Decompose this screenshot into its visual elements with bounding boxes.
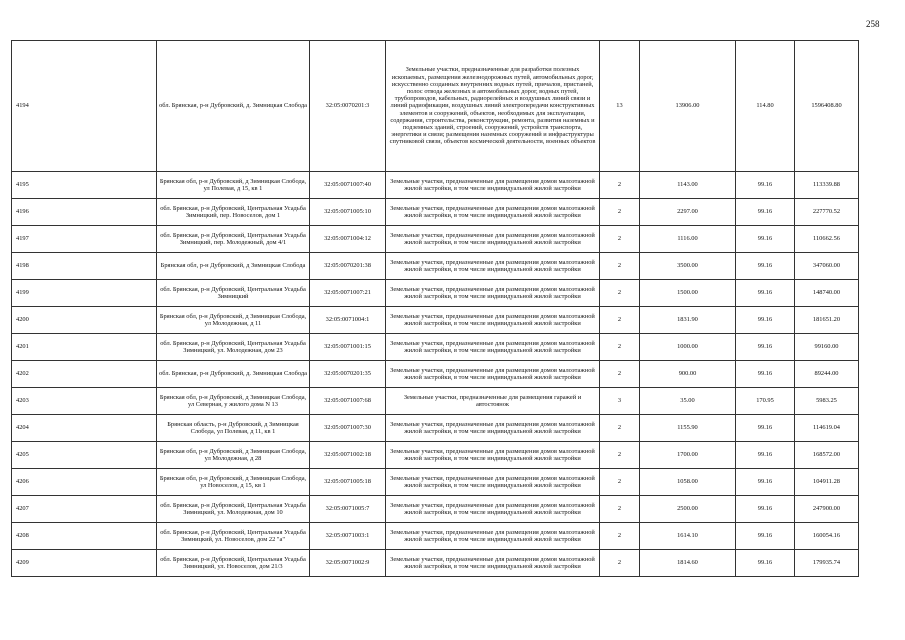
cadastral-value-cell: 347060.00	[795, 253, 859, 280]
record-number-cell: 4194	[12, 41, 157, 172]
land-use-cell: Земельные участки, предназначенные для размещения домов малоэтажной жилой застройки, в том числе индивидуальной жилой застройки	[386, 280, 600, 307]
address-cell: обл. Брянская, р-н Дубровский, Центральная Усадьба Зимницкий, пер. Молодежный, дом 4/1	[157, 226, 310, 253]
address-cell: обл. Брянская, р-н Дубровский, Центральная Усадьба Зимницкий	[157, 280, 310, 307]
table-row	[12, 415, 859, 442]
land-use-cell: Земельные участки, предназначенные для размещения домов малоэтажной жилой застройки, в том числе индивидуальной жилой застройки	[386, 226, 600, 253]
area-cell: 1814.60	[640, 550, 736, 577]
specific-value-cell: 99.16	[736, 550, 795, 577]
address-cell: обл. Брянская, р-н Дубровский, Центральная Усадьба Зимницкий, ул. Новоселов, дом 22 "а"	[157, 523, 310, 550]
table-row	[12, 253, 859, 280]
area-cell: 35.00	[640, 388, 736, 415]
cadastral-number-cell: 32:05:0071004:12	[310, 226, 386, 253]
record-number-cell: 4196	[12, 199, 157, 226]
record-number-cell: 4200	[12, 307, 157, 334]
record-number-cell: 4203	[12, 388, 157, 415]
cadastral-number-cell: 32:05:0070201:38	[310, 253, 386, 280]
specific-value-cell: 99.16	[736, 226, 795, 253]
cadastral-number-cell: 32:05:0071007:21	[310, 280, 386, 307]
record-number-cell: 4208	[12, 523, 157, 550]
specific-value-cell: 99.16	[736, 334, 795, 361]
cadastral-number-cell: 32:05:0071005:10	[310, 199, 386, 226]
land-use-cell: Земельные участки, предназначенные для размещения домов малоэтажной жилой застройки, в том числе индивидуальной жилой застройки	[386, 442, 600, 469]
record-number-cell: 4207	[12, 496, 157, 523]
specific-value-cell: 99.16	[736, 172, 795, 199]
address-cell: обл. Брянская, р-н Дубровский, Центральная Усадьба Зимницкий, ул. Молодежная, дом 10	[157, 496, 310, 523]
use-group-cell: 2	[600, 334, 640, 361]
record-number-cell: 4195	[12, 172, 157, 199]
specific-value-cell: 99.16	[736, 523, 795, 550]
address-cell: обл. Брянская, р-н Дубровский, д. Зимницкая Слобода	[157, 41, 310, 172]
area-cell: 1058.00	[640, 469, 736, 496]
land-use-cell: Земельные участки, предназначенные для размещения домов малоэтажной жилой застройки, в том числе индивидуальной жилой застройки	[386, 334, 600, 361]
area-cell: 3500.00	[640, 253, 736, 280]
area-cell: 2297.00	[640, 199, 736, 226]
specific-value-cell: 99.16	[736, 496, 795, 523]
use-group-cell: 2	[600, 226, 640, 253]
land-use-cell: Земельные участки, предназначенные для размещения домов малоэтажной жилой застройки, в том числе индивидуальной жилой застройки	[386, 415, 600, 442]
use-group-cell: 2	[600, 442, 640, 469]
land-use-cell: Земельные участки, предназначенные для размещения домов малоэтажной жилой застройки, в том числе индивидуальной жилой застройки	[386, 172, 600, 199]
record-number-cell: 4206	[12, 469, 157, 496]
use-group-cell: 2	[600, 550, 640, 577]
record-number-cell: 4202	[12, 361, 157, 388]
specific-value-cell: 99.16	[736, 199, 795, 226]
cadastral-number-cell: 32:05:0071007:40	[310, 172, 386, 199]
cadastral-number-cell: 32:05:0071007:68	[310, 388, 386, 415]
use-group-cell: 2	[600, 253, 640, 280]
specific-value-cell: 99.16	[736, 307, 795, 334]
specific-value-cell: 170.95	[736, 388, 795, 415]
area-cell: 1500.00	[640, 280, 736, 307]
address-cell: Брянская обл, р-н Дубровский, д Зимницкая Слобода, ул Полевая, д 15, кв 1	[157, 172, 310, 199]
use-group-cell: 2	[600, 199, 640, 226]
land-use-cell: Земельные участки, предназначенные для размещения домов малоэтажной жилой застройки, в том числе индивидуальной жилой застройки	[386, 307, 600, 334]
cadastral-number-cell: 32:05:0071002:18	[310, 442, 386, 469]
cadastral-number-cell: 32:05:0070201:35	[310, 361, 386, 388]
table-row	[12, 469, 859, 496]
cadastral-value-cell: 160054.16	[795, 523, 859, 550]
table-row	[12, 523, 859, 550]
cadastral-number-cell: 32:05:0071004:1	[310, 307, 386, 334]
cadastral-value-cell: 168572.00	[795, 442, 859, 469]
record-number-cell: 4197	[12, 226, 157, 253]
table-row	[12, 280, 859, 307]
cadastral-number-cell: 32:05:0071005:7	[310, 496, 386, 523]
cadastral-number-cell: 32:05:0071005:18	[310, 469, 386, 496]
land-use-cell: Земельные участки, предназначенные для размещения гаражей и автостоянок	[386, 388, 600, 415]
use-group-cell: 2	[600, 280, 640, 307]
record-number-cell: 4205	[12, 442, 157, 469]
area-cell: 2500.00	[640, 496, 736, 523]
specific-value-cell: 99.16	[736, 361, 795, 388]
cadastral-value-cell: 114619.04	[795, 415, 859, 442]
area-cell: 1831.90	[640, 307, 736, 334]
specific-value-cell: 99.16	[736, 415, 795, 442]
table-body	[12, 41, 859, 577]
use-group-cell: 2	[600, 496, 640, 523]
address-cell: обл. Брянская, р-н Дубровский, д. Зимницкая Слобода	[157, 361, 310, 388]
use-group-cell: 2	[600, 361, 640, 388]
cadastral-value-cell: 1596408.80	[795, 41, 859, 172]
land-use-cell: Земельные участки, предназначенные для размещения домов малоэтажной жилой застройки, в том числе индивидуальной жилой застройки	[386, 523, 600, 550]
use-group-cell: 2	[600, 469, 640, 496]
address-cell: Брянская обл, р-н Дубровский, д Зимницкая Слобода, ул Новоселов, д 15, кв 1	[157, 469, 310, 496]
cadastral-value-cell: 110662.56	[795, 226, 859, 253]
record-number-cell: 4198	[12, 253, 157, 280]
area-cell: 13906.00	[640, 41, 736, 172]
cadastral-number-cell: 32:05:0071002:9	[310, 550, 386, 577]
cadastral-value-cell: 5983.25	[795, 388, 859, 415]
table-row	[12, 361, 859, 388]
land-use-cell: Земельные участки, предназначенные для размещения домов малоэтажной жилой застройки, в том числе индивидуальной жилой застройки	[386, 253, 600, 280]
table-row	[12, 388, 859, 415]
cadastral-value-cell: 89244.00	[795, 361, 859, 388]
area-cell: 1000.00	[640, 334, 736, 361]
area-cell: 1143.00	[640, 172, 736, 199]
cadastral-number-cell: 32:05:0071007:30	[310, 415, 386, 442]
table-row	[12, 172, 859, 199]
address-cell: Брянская обл, р-н Дубровский, д Зимницкая Слобода, ул Молодежная, д 11	[157, 307, 310, 334]
cadastral-number-cell: 32:05:0070201:3	[310, 41, 386, 172]
table-row	[12, 550, 859, 577]
address-cell: обл. Брянская, р-н Дубровский, Центральная Усадьба Зимницкий, пер. Новоселов, дом 1	[157, 199, 310, 226]
table-row	[12, 41, 859, 172]
address-cell: обл. Брянская, р-н Дубровский, Центральная Усадьба Зимницкий, ул. Новоселов, дом 21/3	[157, 550, 310, 577]
land-use-cell: Земельные участки, предназначенные для размещения домов малоэтажной жилой застройки, в том числе индивидуальной жилой застройки	[386, 469, 600, 496]
record-number-cell: 4199	[12, 280, 157, 307]
specific-value-cell: 99.16	[736, 469, 795, 496]
use-group-cell: 13	[600, 41, 640, 172]
cadastral-value-cell: 99160.00	[795, 334, 859, 361]
area-cell: 900.00	[640, 361, 736, 388]
specific-value-cell: 99.16	[736, 253, 795, 280]
area-cell: 1614.10	[640, 523, 736, 550]
use-group-cell: 2	[600, 523, 640, 550]
cadastral-value-cell: 113339.88	[795, 172, 859, 199]
cadastral-value-cell: 148740.00	[795, 280, 859, 307]
address-cell: Брянская область, р-н Дубровский, д Зимницкая Слобода, ул Полевая, д 11, кв 1	[157, 415, 310, 442]
cadastral-value-cell: 181651.20	[795, 307, 859, 334]
area-cell: 1155.90	[640, 415, 736, 442]
area-cell: 1700.00	[640, 442, 736, 469]
use-group-cell: 3	[600, 388, 640, 415]
cadastral-value-cell: 104911.28	[795, 469, 859, 496]
cadastral-value-cell: 227770.52	[795, 199, 859, 226]
cadastral-number-cell: 32:05:0071001:15	[310, 334, 386, 361]
table-row	[12, 442, 859, 469]
use-group-cell: 2	[600, 415, 640, 442]
address-cell: Брянская обл, р-н Дубровский, д Зимницкая Слобода, ул Северная, у жилого дома N 13	[157, 388, 310, 415]
land-use-cell: Земельные участки, предназначенные для размещения домов малоэтажной жилой застройки, в том числе индивидуальной жилой застройки	[386, 550, 600, 577]
cadastral-value-cell: 247900.00	[795, 496, 859, 523]
land-use-cell: Земельные участки, предназначенные для разработки полезных ископаемых, размещения железнодорожных путей, автомобильных дорог, искусственно созданных внутренних водных путей, причалов, пристаней, полос отвода железных и автомобильных дорог, водных путей, трубопроводов, кабельных, радиорелейных и воздушных линий связи и линий радиофикации, воздушных линий электропередачи конструктивных элементов и сооружений, объектов, необходимых для эксплуатации, содержания, строительства, реконструкции, ремонта, развития наземных и подземных зданий, строений, сооружений, устройств транспорта, энергетики и связи; размещения наземных сооружений и инфраструктуры спутниковой связи, объектов космической деятельности, военных объектов	[386, 41, 600, 172]
specific-value-cell: 114.80	[736, 41, 795, 172]
table-row	[12, 307, 859, 334]
record-number-cell: 4204	[12, 415, 157, 442]
cadastral-value-cell: 179935.74	[795, 550, 859, 577]
address-cell: обл. Брянская, р-н Дубровский, Центральная Усадьба Зимницкий, ул. Молодежная, дом 23	[157, 334, 310, 361]
specific-value-cell: 99.16	[736, 280, 795, 307]
page-number: 258	[866, 19, 880, 29]
table-row	[12, 334, 859, 361]
address-cell: Брянская обл, р-н Дубровский, д Зимницкая Слобода	[157, 253, 310, 280]
table-row	[12, 199, 859, 226]
cadastral-number-cell: 32:05:0071003:1	[310, 523, 386, 550]
land-use-cell: Земельные участки, предназначенные для размещения домов малоэтажной жилой застройки, в том числе индивидуальной жилой застройки	[386, 361, 600, 388]
use-group-cell: 2	[600, 307, 640, 334]
record-number-cell: 4201	[12, 334, 157, 361]
use-group-cell: 2	[600, 172, 640, 199]
specific-value-cell: 99.16	[736, 442, 795, 469]
address-cell: Брянская обл, р-н Дубровский, д Зимницкая Слобода, ул Молодежная, д 28	[157, 442, 310, 469]
record-number-cell: 4209	[12, 550, 157, 577]
table-row	[12, 496, 859, 523]
land-use-cell: Земельные участки, предназначенные для размещения домов малоэтажной жилой застройки, в том числе индивидуальной жилой застройки	[386, 199, 600, 226]
cadastral-value-table	[11, 40, 859, 577]
land-use-cell: Земельные участки, предназначенные для размещения домов малоэтажной жилой застройки, в том числе индивидуальной жилой застройки	[386, 496, 600, 523]
table-row	[12, 226, 859, 253]
area-cell: 1116.00	[640, 226, 736, 253]
